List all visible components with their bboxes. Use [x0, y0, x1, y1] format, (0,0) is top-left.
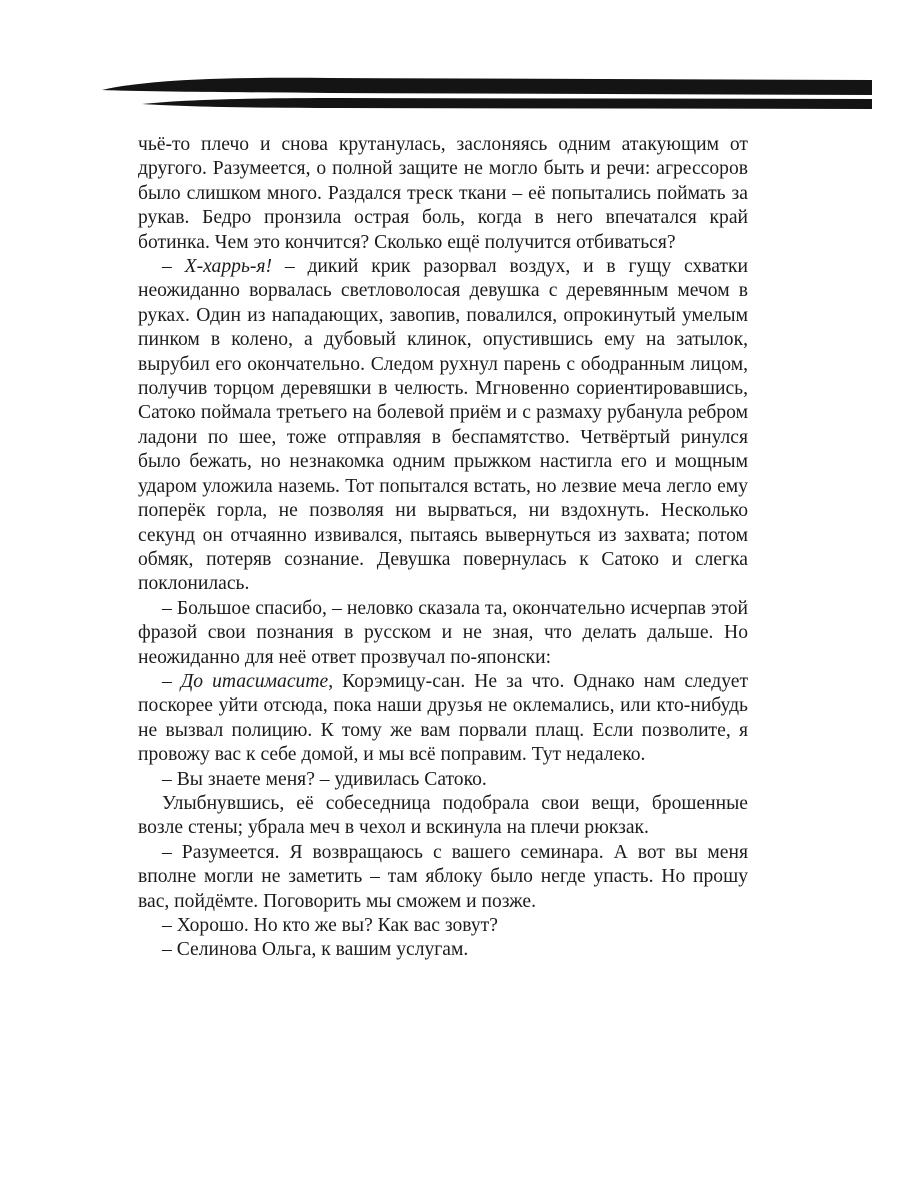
paragraph — [138, 938, 748, 962]
paragraph — [138, 841, 748, 914]
text-segment: , Корэмицу-сан. Не за что. Однако нам следует поскорее уйти отсюда, пока наши друзья не оклемались, или кто-нибудь не вызвал полицию. К тому же вам порвали плащ. Если позволите, я провожу вас к себе домой, и мы всё поправим. Тут недалеко. — [138, 670, 749, 766]
italic-phrase: До итасимасите — [180, 670, 329, 692]
text-segment: Улыбнувшись, её собеседница подобрала свои вещи, брошенные возле стены; убрала меч в чехол и вскинула на плечи рюкзак. — [138, 792, 748, 839]
text-segment: – — [162, 256, 185, 278]
paragraph — [138, 597, 748, 670]
text-segment: – Большое спасибо, – неловко сказала та, окончательно исчерпав этой фразой свои познания в русском и не зная, что делать дальше. Но неожиданно для неё ответ прозвучал по-японски: — [138, 597, 748, 668]
header-swoosh-upper — [102, 78, 872, 95]
text-segment: – Вы знаете меня? – удивилась Сатоко. — [162, 768, 487, 790]
paragraph — [138, 133, 748, 255]
paragraph — [138, 914, 748, 938]
text-segment: – дикий крик разорвал воздух, и в гущу схватки неожиданно ворвалась светловолосая девушка с деревянным мечом в руках. Один из нападающих, завопив, повалился, опрокинутый умелым пинком в колено, а дубовый клинок, опустившись ему на затылок, вырубил его окончательно. Следом рухнул парень с ободранным лицом, получив торцом деревяшки в челюсть. Мгновенно сориентировавшись, Сатоко поймала третьего на болевой приём и с размаху рубанула ребром ладони по шее, тоже отправляя в беспамятство. Четвёртый ринулся было бежать, но незнакомка одним прыжком настигла его и мощным ударом уложила наземь. Тот попытался встать, но лезвие меча легло ему поперёк горла, не позволяя ни вырваться, ни вздохнуть. Несколько секунд он отчаянно извивался, пытаясь вывернуться из захвата; потом обмяк, потеряв сознание. Девушка повернулась к Сатоко и слегка поклонилась. — [138, 256, 748, 595]
text-segment: – Селинова Ольга, к вашим услугам. — [162, 939, 469, 961]
text-segment: – Разумеется. Я возвращаюсь с вашего семинара. А вот вы меня вполне могли не заметить – там яблоку было негде упасть. Но прошу вас, пойдёмте. Поговорить мы сможем и позже. — [138, 841, 748, 912]
header-ornament — [0, 0, 900, 130]
header-swoosh-lower — [142, 98, 872, 109]
italic-phrase: Х-харрь-я! — [184, 256, 273, 278]
text-segment: – Хорошо. Но кто же вы? Как вас зовут? — [162, 915, 498, 936]
paragraph — [138, 670, 748, 768]
body-text — [138, 133, 748, 963]
text-segment: – — [162, 670, 181, 692]
paragraph — [138, 255, 748, 597]
paragraph — [138, 768, 748, 792]
paragraph — [138, 792, 748, 841]
text-segment: чьё-то плечо и снова крутанулась, заслоняясь одним атакующим от другого. Разумеется, о полной защите не могло быть и речи: агрессоров было слишком много. Раздался треск ткани – её попытались поймать за рукав. Бедро пронзила острая боль, когда в него впечатался край ботинка. Чем это кончится? Сколько ещё получится отбиваться? — [138, 134, 748, 253]
